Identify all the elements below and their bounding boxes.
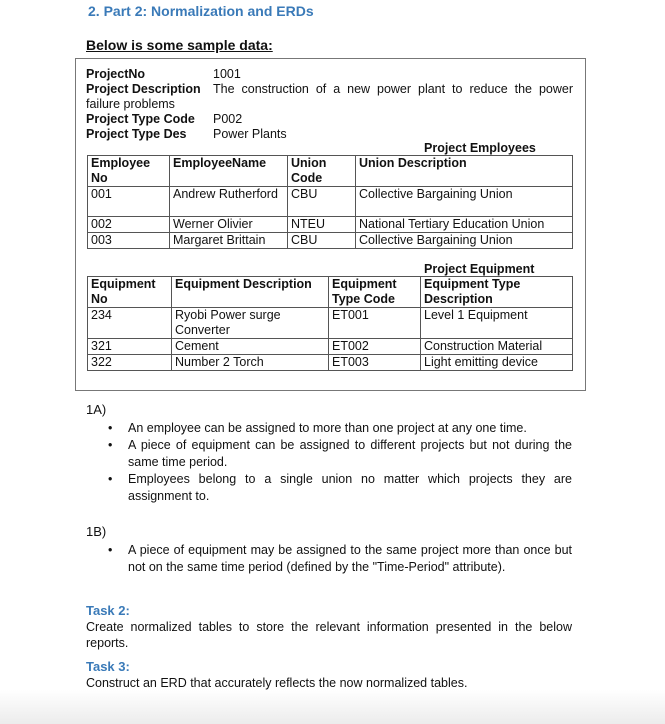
list-item: • A piece of equipment can be assigned to different projects but not during the same time period. [108,437,572,471]
cell: Light emitting device [421,355,573,371]
table-row [88,217,573,233]
cell: ET003 [329,355,421,371]
header-employee-no: Employee No [88,156,170,187]
cell: 003 [88,233,170,249]
cell: 001 [88,187,170,217]
section-1b-label: 1B) [86,524,107,539]
project-type-code-label: Project Type Code [86,112,195,126]
header-equipment-type-code: Equipment Type Code [329,277,421,308]
cell: Level 1 Equipment [421,308,573,339]
table-row [88,233,573,249]
task-3-title: Task 3: [86,659,130,674]
project-no-value: 1001 [213,67,241,81]
cell: Werner Olivier [170,217,288,233]
table-header-row [88,277,573,308]
project-type-des-value: Power Plants [213,127,287,141]
task-2-text: Create normalized tables to store the relevant information presented in the below reports. [86,620,572,650]
list-item: • An employee can be assigned to more than one project at any one time. [108,420,572,437]
project-type-code-value: P002 [213,112,243,126]
cell: Cement [172,339,329,355]
header-union-code: Union Code [288,156,356,187]
sample-data-subheading: Below is some sample data: [86,37,273,53]
cell: 234 [88,308,172,339]
page-bottom-fade [0,690,665,724]
equipment-caption: Project Equipment [424,262,535,276]
employees-table [87,155,573,249]
table-row [88,308,573,339]
list-item: • A piece of equipment may be assigned to the same project more than once but not on the same time period (defined by the "Time-Period" attribute). [108,542,572,576]
table-row [88,355,573,371]
project-desc-value-cont: failure problems [86,97,175,111]
cell: Andrew Rutherford [170,187,288,217]
cell: CBU [288,187,356,217]
cell: ET001 [329,308,421,339]
employees-caption: Project Employees [424,141,536,155]
cell: Collective Bargaining Union [356,187,573,217]
cell: ET002 [329,339,421,355]
task-3-text: Construct an ERD that accurately reflects the now normalized tables. [86,676,468,690]
equipment-table [87,276,573,371]
header-union-description: Union Description [356,156,573,187]
table-row [88,187,573,217]
header-employee-name: EmployeeName [170,156,288,187]
cell: CBU [288,233,356,249]
section-1b-bullets [108,542,572,576]
project-no-label: ProjectNo [86,67,146,81]
header-equipment-no: Equipment No [88,277,172,308]
section-heading: 2. Part 2: Normalization and ERDs [88,3,314,19]
table-header-row [88,156,573,187]
section-1a-bullets [108,420,572,505]
task-2-title: Task 2: [86,603,130,618]
project-desc-value: The construction of a new power plant to reduce the power [213,82,573,96]
project-desc-label: Project Description [86,82,201,96]
header-equipment-description: Equipment Description [172,277,329,308]
cell: Ryobi Power surge Converter [172,308,329,339]
cell: 322 [88,355,172,371]
cell: National Tertiary Education Union [356,217,573,233]
section-1a-label: 1A) [86,402,107,417]
table-row [88,339,573,355]
cell: Margaret Brittain [170,233,288,249]
list-item: • Employees belong to a single union no matter which projects they are assignment to. [108,471,572,505]
header-equipment-type-description: Equipment Type Description [421,277,573,308]
project-type-des-label: Project Type Des [86,127,187,141]
cell: Construction Material [421,339,573,355]
cell: NTEU [288,217,356,233]
cell: 321 [88,339,172,355]
cell: Number 2 Torch [172,355,329,371]
cell: 002 [88,217,170,233]
cell: Collective Bargaining Union [356,233,573,249]
